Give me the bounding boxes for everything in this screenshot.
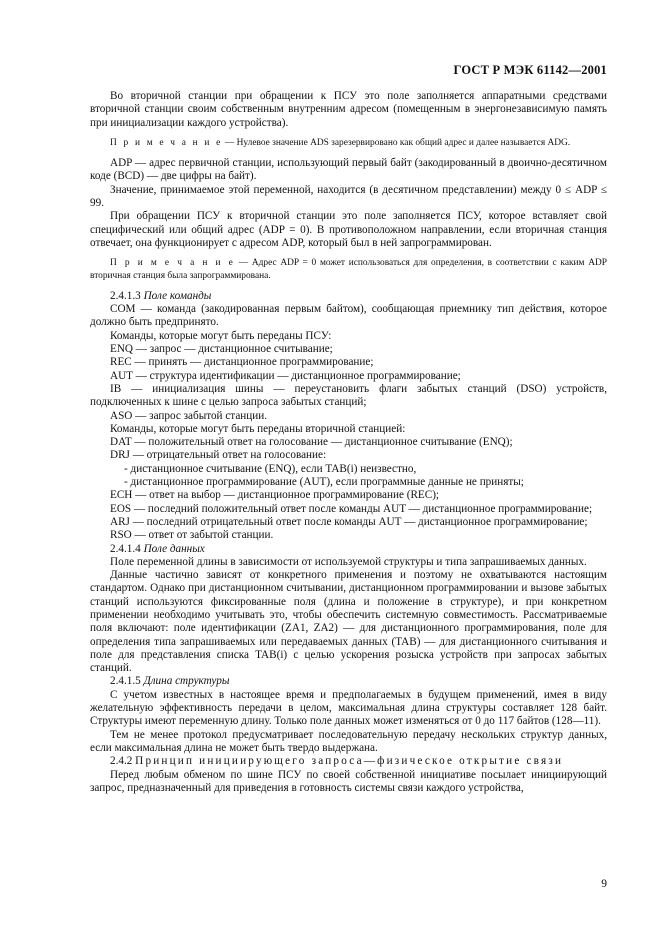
paragraph: Во вторичной станции при обращении к ПСУ это поле заполняется аппаратными средствами вторичной станции своим собственным внутренним адресом (помещенным в энергонезависимую память при инициализации каждого устройства). <box>90 90 607 129</box>
command-item: ASO — запрос забытой станции. <box>110 409 268 422</box>
section-number: 2.4.1.4 <box>110 542 144 555</box>
paragraph: При обращении ПСУ к вторичной станции это поле заполняется ПСУ, которое вставляет свой специфический или общий адрес (ADP = 0). В противоположном направлении, если вторичная станция отвечает, она функционирует с адресом ADP, который был в ней запрограммирован. <box>90 210 607 249</box>
command-item: EOS — последний положительный ответ после команды AUT — дистанционное программирование; <box>110 502 593 515</box>
paragraph: Тем не менее протокол предусматривает последовательную передачу нескольких структур данных, если максимальная длина не может быть твердо выдержана. <box>90 728 607 754</box>
section-number: 2.4.1.3 <box>110 289 144 302</box>
note <box>90 137 607 149</box>
note-text: — Нулевое значение ADS зарезервировано как общий адрес и далее называется ADG. <box>222 137 571 148</box>
section-heading <box>90 755 607 768</box>
command-item: AUT — структура идентификации — дистанционное программирование; <box>110 369 461 382</box>
note-label: П р и м е ч а н и е <box>110 137 223 148</box>
section-heading <box>90 543 607 556</box>
sub-list-item: - дистанционное считывание (ENQ), если TAB(i) неизвестно, <box>124 462 417 475</box>
paragraph: Поле переменной длины в зависимости от используемой структуры и типа запрашиваемых данных. <box>110 555 587 568</box>
note <box>90 257 607 282</box>
command-item: DAT — положительный ответ на голосование — дистанционное считывание (ENQ); <box>110 436 513 449</box>
section-heading <box>90 675 607 688</box>
command-item: DRJ — отрицательный ответ на голосование: <box>110 449 327 462</box>
section-title: Поле команды <box>143 289 212 302</box>
sub-list-item: - дистанционное программирование (AUT), если программные данные не приняты; <box>124 476 524 489</box>
section-number: 2.4.1.5 <box>110 675 144 688</box>
command-item: ARJ — последний отрицательный ответ после команды AUT — дистанционное программирование; <box>110 515 588 528</box>
section-title: Поле данных <box>143 542 205 555</box>
section-title: Длина структуры <box>143 675 230 688</box>
paragraph: Перед любым обменом по шине ПСУ по своей собственной инициативе посылает инициирующий запрос, предназначенный для приведения в готовность системы связи каждого устройства, <box>90 768 607 794</box>
page-content <box>90 90 607 795</box>
section-heading <box>90 290 607 303</box>
command-item: ECH — ответ на выбор — дистанционное программирование (REC); <box>110 489 440 502</box>
paragraph: Данные частично зависят от конкретного применения и поэтому не охватываются настоящим стандартом. Однако при дистанционном считывании, дистанционном программировании и вызове забытых станций используются фиксированные поля (длина и положение в структуре), и при конкретном применении необходимо учитывать это, чтобы обеспечить системную совместимость. Рассматриваемые поля включают: поле идентификации (ZA1, ZA2) — для дистанционного программирования, поле для определения типа запрашиваемых или передаваемых данных (TAB) — для дистанционного считывания и поле для представления списка TAB(i) с целью ускорения розыска устройств при запросах забытых станций. <box>90 569 607 675</box>
standard-header: ГОСТ Р МЭК 61142—2001 <box>453 63 607 77</box>
paragraph: COM — команда (закодированная первым байтом), сообщающая приемнику тип действия, которое должно быть предпринято. <box>90 303 607 329</box>
command-item: REC — принять — дистанционное программирование; <box>110 356 374 369</box>
section-number: 2.4.2 <box>110 755 136 768</box>
command-item: RSO — ответ от забытой станции. <box>110 529 274 542</box>
note-text: — Адрес ADP = 0 может использоваться для определения, в соответствии с каким ADP вторичная станция была запрограммирована. <box>90 258 607 281</box>
section-title: Принцип инициирующего запроса—физическое открытие связи <box>135 755 564 768</box>
command-item: ENQ — запрос — дистанционное считывание; <box>110 343 333 356</box>
paragraph: ADP — адрес первичной станции, использующий первый байт (закодированный в двоично-десятичном коде (BCD) — две цифры на байт). <box>90 157 607 183</box>
page-number: 9 <box>601 878 607 890</box>
paragraph: Команды, которые могут быть переданы вторичной станцией: <box>110 422 406 435</box>
paragraph: Команды, которые могут быть переданы ПСУ: <box>110 329 332 342</box>
paragraph: Значение, принимаемое этой переменной, находится (в десятичном представлении) между 0 ≤ ADP ≤ 99. <box>90 183 607 210</box>
paragraph: С учетом известных в настоящее время и предполагаемых в будущем применений, имея в виду желательную эффективность передачи в целом, максимальная длина структуры составляет 128 байт. Структуры имеют переменную длину. Только поле данных может изменяться от 0 до 117 байтов (128—11). <box>90 688 607 728</box>
command-item: IB — инициализация шины — переустановить флаги забытых станций (DSO) устройств, подключенных к шине с целью запроса забытых станций; <box>90 382 607 409</box>
note-label: П р и м е ч а н и е <box>110 258 236 269</box>
